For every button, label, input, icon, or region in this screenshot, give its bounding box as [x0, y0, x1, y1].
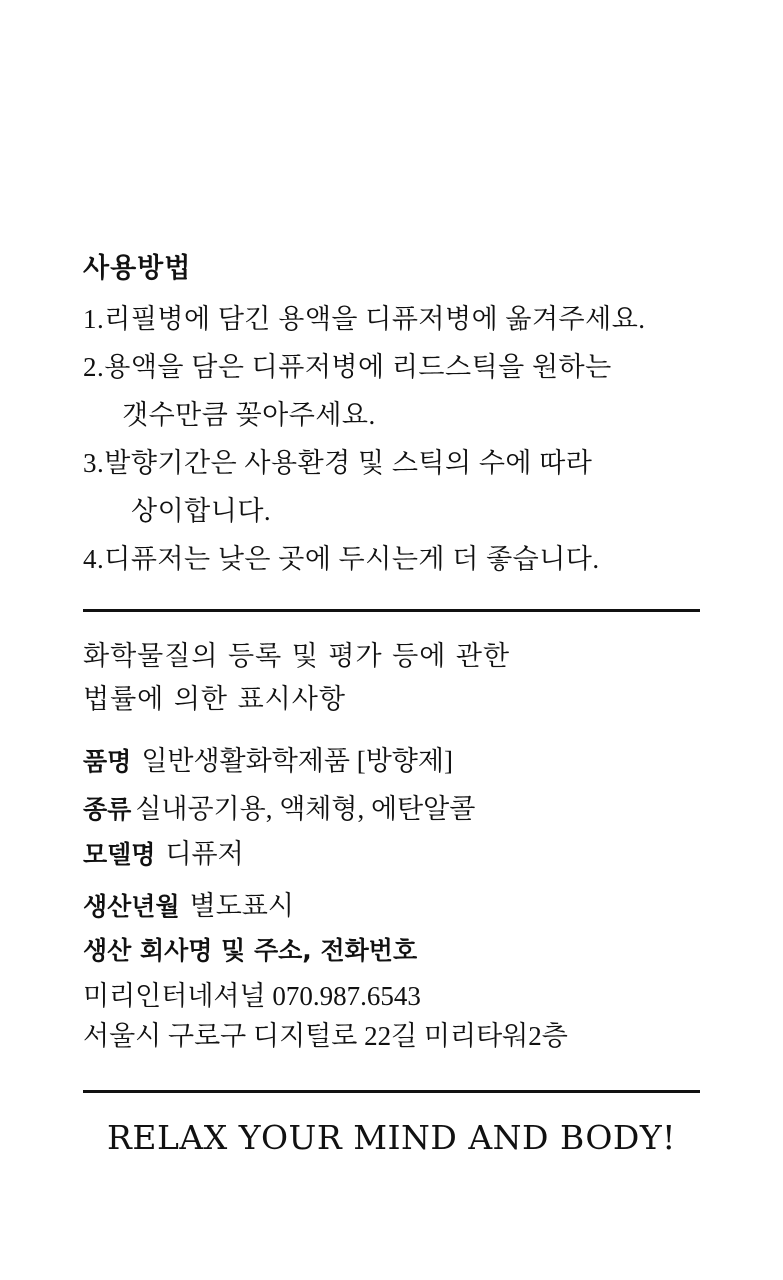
usage-step-2-cont: 갯수만큼 꽂아주세요.	[122, 400, 376, 430]
divider-top	[83, 609, 700, 612]
usage-step-3: 3.발향기간은 사용환경 및 스틱의 수에 따라	[83, 448, 593, 478]
company-name-phone: 미리인터네셔널 070.987.6543	[83, 981, 421, 1011]
company-address: 서울시 구로구 디지털로 22길 미리타워2층	[83, 1021, 568, 1051]
field-product-name	[83, 745, 453, 782]
field-label: 종류	[83, 795, 132, 824]
field-type	[83, 793, 475, 830]
field-manufacture-date	[83, 890, 294, 927]
slogan: RELAX YOUR MIND AND BODY!	[107, 1118, 676, 1157]
field-label: 품명	[83, 747, 132, 776]
legal-title-line2: 법률에 의한 표시사항	[83, 684, 346, 715]
field-value: 실내공기용, 액체형, 에탄알콜	[135, 794, 476, 824]
usage-step-2: 2.용액을 담은 디퓨저병에 리드스틱을 원하는	[83, 352, 612, 382]
usage-step-1: 1.리필병에 담긴 용액을 디퓨저병에 옮겨주세요.	[83, 304, 646, 334]
legal-title-line1: 화학물질의 등록 및 평가 등에 관한	[83, 641, 511, 672]
company-heading: 생산 회사명 및 주소, 전화번호	[83, 936, 418, 965]
divider-bottom	[83, 1090, 700, 1093]
field-label: 모델명	[83, 840, 156, 869]
field-model	[83, 838, 244, 875]
usage-title: 사용방법	[83, 253, 192, 284]
field-value: 별도표시	[189, 891, 294, 921]
field-label: 생산년월	[83, 892, 180, 921]
field-value: 디퓨저	[165, 839, 244, 869]
usage-step-3-cont: 상이합니다.	[131, 496, 272, 526]
usage-step-4: 4.디퓨저는 낮은 곳에 두시는게 더 좋습니다.	[83, 544, 600, 574]
field-value: 일반생활화학제품 [방향제]	[141, 746, 453, 776]
